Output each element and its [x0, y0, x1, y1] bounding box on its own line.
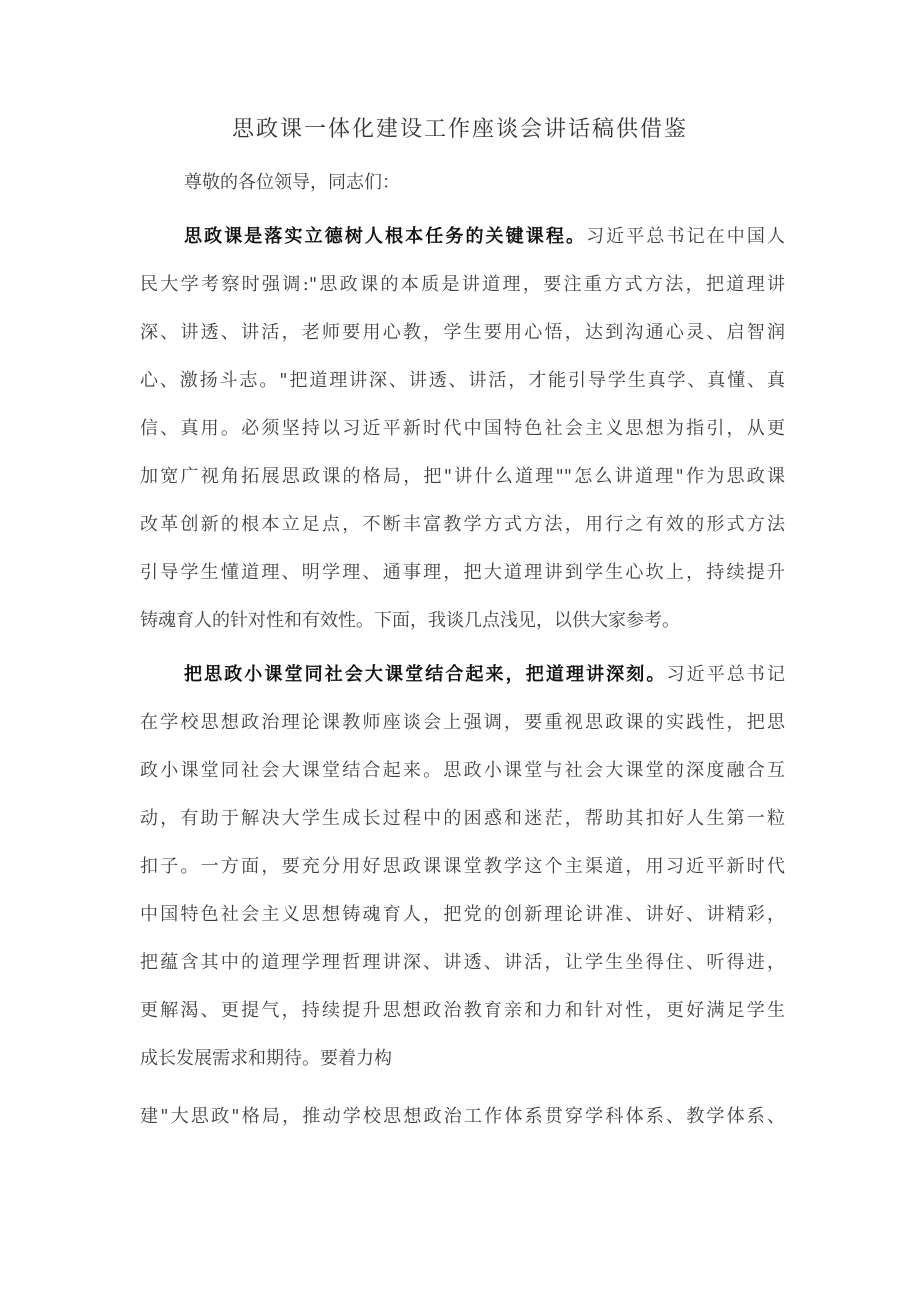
paragraph-1-line-1 [184, 225, 785, 249]
paragraph-2-line: 更解渴、更提气，持续提升思想政治教育亲和力和针对性，更好满足学生 [140, 1000, 785, 1021]
paragraph-1-line: 加宽广视角拓展思政课的格局，把"讲什么道理""怎么讲道理"作为思政课 [140, 466, 785, 487]
paragraph-2-text: 习近平总书记 [666, 664, 786, 685]
paragraph-1-text: 习近平总书记在中国人 [586, 226, 786, 247]
paragraph-1-line: 铸魂育人的针对性和有效性。下面，我谈几点浅见，以供大家参考。 [140, 610, 680, 631]
paragraph-1-line: 民大学考察时强调:"思政课的本质是讲道理，要注重方式方法，把道理讲 [140, 274, 785, 295]
paragraph-2-line: 扣子。一方面，要充分用好思政课课堂教学这个主渠道，用习近平新时代 [140, 856, 785, 877]
paragraph-2-line: 成长发展需求和期待。要着力构 [140, 1048, 392, 1069]
paragraph-2-line-1 [184, 663, 785, 687]
paragraph-1-line: 深、讲透、讲活，老师要用心教，学生要用心悟，达到沟通心灵、启智润 [140, 322, 785, 343]
paragraph-2-line: 政小课堂同社会大课堂结合起来。思政小课堂与社会大课堂的深度融合互 [140, 760, 785, 781]
paragraph-1-heading: 思政课是落实立德树人根本任务的关键课程。 [184, 226, 587, 247]
salutation: 尊敬的各位领导，同志们： [184, 172, 400, 193]
paragraph-1-line: 心、激扬斗志。"把道理讲深、讲透、讲活，才能引导学生真学、真懂、真 [140, 370, 785, 391]
paragraph-1-line: 改革创新的根本立足点，不断丰富教学方式方法，用行之有效的形式方法 [140, 514, 785, 535]
paragraph-1-line: 引导学生懂道理、明学理、通事理，把大道理讲到学生心坎上，持续提升 [140, 562, 785, 583]
paragraph-2-heading: 把思政小课堂同社会大课堂结合起来，把道理讲深刻。 [184, 664, 667, 685]
document-title: 思政课一体化建设工作座谈会讲话稿供借鉴 [231, 117, 688, 142]
paragraph-2-line: 在学校思想政治理论课教师座谈会上强调，要重视思政课的实践性，把思 [140, 712, 785, 733]
paragraph-2-line: 动，有助于解决大学生成长过程中的困惑和迷茫，帮助其扣好人生第一粒 [140, 808, 785, 829]
continuation-line: 建"大思政"格局，推动学校思想政治工作体系贯穿学科体系、教学体系、 [140, 1106, 785, 1127]
paragraph-1-line: 信、真用。必须坚持以习近平新时代中国特色社会主义思想为指引，从更 [140, 418, 785, 439]
paragraph-2-line: 中国特色社会主义思想铸魂育人，把党的创新理论讲准、讲好、讲精彩， [140, 904, 785, 925]
paragraph-2-line: 把蕴含其中的道理学理哲理讲深、讲透、讲活，让学生坐得住、听得进， [140, 952, 785, 973]
